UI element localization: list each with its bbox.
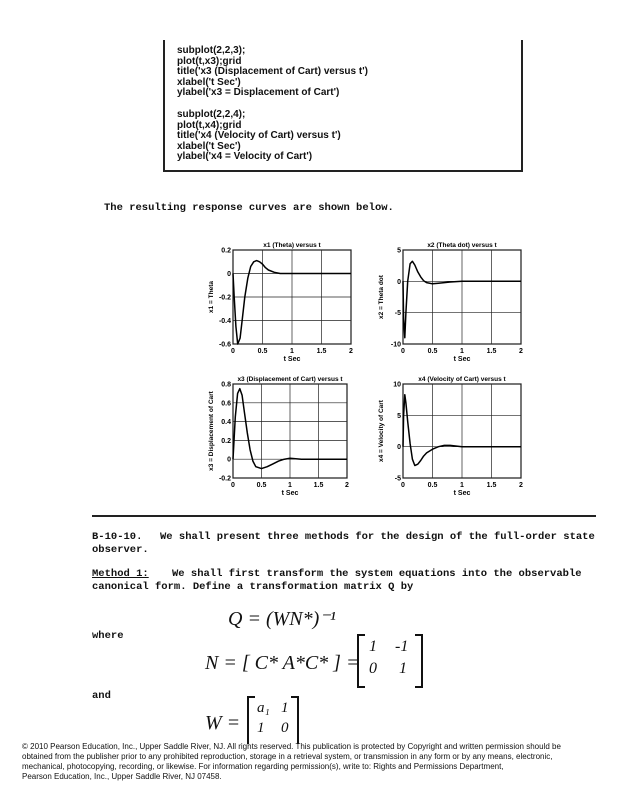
x-tick-label: 1 xyxy=(460,348,464,355)
y-tick-label: 0 xyxy=(227,271,231,278)
footer-line: Pearson Education, Inc., Upper Saddle River, NJ 07458. xyxy=(22,772,222,781)
y-axis-label: x3 = Displacement of Cart xyxy=(208,391,215,471)
x-tick-label: 1.5 xyxy=(486,482,497,489)
footer-line: © 2010 Pearson Education, Inc., Upper Saddle River, NJ. All rights reserved. This publication is protected by Copyright and written permission should be xyxy=(22,742,561,751)
n-matrix xyxy=(357,636,423,686)
footer-line: obtained from the publisher prior to any prohibited reproduction, storage in a retrieval system, or transmission in any form or by any means, electronic, xyxy=(22,752,553,761)
method-label: Method 1: xyxy=(92,568,149,580)
y-tick-label: -5 xyxy=(394,310,401,318)
code-line: plot(t,x3);grid xyxy=(177,55,242,67)
code-line: ylabel('x4 = Velocity of Cart') xyxy=(177,151,313,162)
y-tick-label: 0.6 xyxy=(221,400,231,408)
x-tick-label: 1 xyxy=(460,482,464,489)
x-axis-label: t Sec xyxy=(453,356,471,363)
x-tick-label: 0 xyxy=(231,482,235,489)
y-tick-label: 0.2 xyxy=(221,437,231,445)
code-line: title('x4 (Velocity of Cart) versus t') xyxy=(177,130,341,141)
y-tick-label: 0 xyxy=(397,278,401,286)
section-line-1: We shall present three methods for the design of the full-order state xyxy=(160,531,595,543)
code-line: xlabel('t Sec') xyxy=(177,76,241,88)
x-tick-label: 2 xyxy=(345,482,349,489)
y-tick-label: 0 xyxy=(397,444,401,452)
matrix-cell: 1 xyxy=(399,660,407,677)
n-equation-lhs: N = [ C* A*C* ] = xyxy=(205,652,360,674)
matlab-code-box xyxy=(163,40,523,172)
x-tick-label: 2 xyxy=(349,348,353,355)
matrix-cell: a₁ xyxy=(257,700,270,716)
y-tick-label: 0.2 xyxy=(221,247,231,255)
intro-text: The resulting response curves are shown below. xyxy=(104,202,394,214)
x-tick-label: 0.5 xyxy=(256,482,267,489)
response-curves-figure xyxy=(0,232,620,502)
where-label: where xyxy=(92,630,124,642)
x-tick-label: 0.5 xyxy=(427,348,438,355)
code-line: subplot(2,2,3); xyxy=(177,45,246,56)
code-line: subplot(2,2,4); xyxy=(177,109,246,120)
method-line-1: We shall first transform the system equations into the observable xyxy=(172,568,582,580)
y-tick-label: -0.2 xyxy=(218,475,231,483)
x-tick-label: 0.5 xyxy=(427,482,438,489)
x-tick-label: 1.5 xyxy=(486,348,497,355)
x-tick-label: 0 xyxy=(401,348,405,355)
y-tick-label: -10 xyxy=(390,341,401,349)
code-block-1 xyxy=(177,46,368,99)
matrix-cell: 1 xyxy=(369,638,377,655)
x-tick-label: 0 xyxy=(231,348,235,355)
code-line: title('x3 (Displacement of Cart) versus t') xyxy=(177,66,368,77)
section-number: B-10-10. xyxy=(92,531,143,543)
y-tick-label: 10 xyxy=(393,381,401,389)
y-axis-label: x2 = Theta dot xyxy=(378,275,385,319)
x-tick-label: 2 xyxy=(519,348,523,355)
y-tick-label: 0.4 xyxy=(221,419,231,427)
y-axis-label: x1 = Theta xyxy=(208,281,215,313)
x-axis-label: t Sec xyxy=(283,356,301,363)
chart-title: x2 (Theta dot) versus t xyxy=(427,242,497,249)
x-tick-label: 1 xyxy=(288,482,292,489)
x-tick-label: 2 xyxy=(519,482,523,489)
matrix-cell: 0 xyxy=(281,720,289,736)
chart-title: x1 (Theta) versus t xyxy=(263,242,321,249)
code-line: xlabel('t Sec') xyxy=(177,140,241,152)
x-tick-label: 1.5 xyxy=(313,482,324,489)
divider xyxy=(92,515,596,517)
chart-title: x3 (Displacement of Cart) versus t xyxy=(237,376,343,383)
y-tick-label: 5 xyxy=(397,247,401,255)
q-equation: Q = (WN*)⁻¹ xyxy=(228,608,336,630)
y-axis-label: x4 = Velocity of Cart xyxy=(378,400,385,462)
section-line-2: observer. xyxy=(92,544,149,556)
x-tick-label: 0.5 xyxy=(257,348,268,355)
w-equation-lhs: W = xyxy=(205,712,241,734)
matrix-cell: 1 xyxy=(281,700,289,716)
y-tick-label: -0.6 xyxy=(218,341,231,349)
code-block-2 xyxy=(177,110,341,163)
matrix-cell: 1 xyxy=(257,720,265,736)
copyright-footer xyxy=(22,742,607,782)
y-tick-label: 0 xyxy=(227,456,231,464)
x-axis-label: t Sec xyxy=(281,490,299,497)
code-line: ylabel('x3 = Displacement of Cart') xyxy=(177,87,340,98)
code-line: plot(t,x4);grid xyxy=(177,119,242,131)
y-tick-label: 5 xyxy=(397,412,401,420)
matrix-cell: -1 xyxy=(395,638,409,655)
x-tick-label: 0 xyxy=(401,482,405,489)
y-tick-label: -5 xyxy=(394,475,401,483)
x-axis-label: t Sec xyxy=(453,490,471,497)
w-matrix xyxy=(247,698,299,744)
footer-line: mechanical, photocopying, recording, or likewise. For information regarding permission(s), write to: Rights and Permissions Department, xyxy=(22,762,504,771)
and-label: and xyxy=(92,690,111,702)
x-tick-label: 1 xyxy=(290,348,294,355)
chart-title: x4 (Velocity of Cart) versus t xyxy=(418,376,506,383)
y-tick-label: -0.4 xyxy=(218,318,231,325)
matrix-cell: 0 xyxy=(369,660,377,677)
y-tick-label: -0.2 xyxy=(218,294,231,302)
method-line-2: canonical form. Define a transformation matrix Q by xyxy=(92,581,414,593)
x-tick-label: 1.5 xyxy=(316,348,327,355)
y-tick-label: 0.8 xyxy=(221,381,231,389)
